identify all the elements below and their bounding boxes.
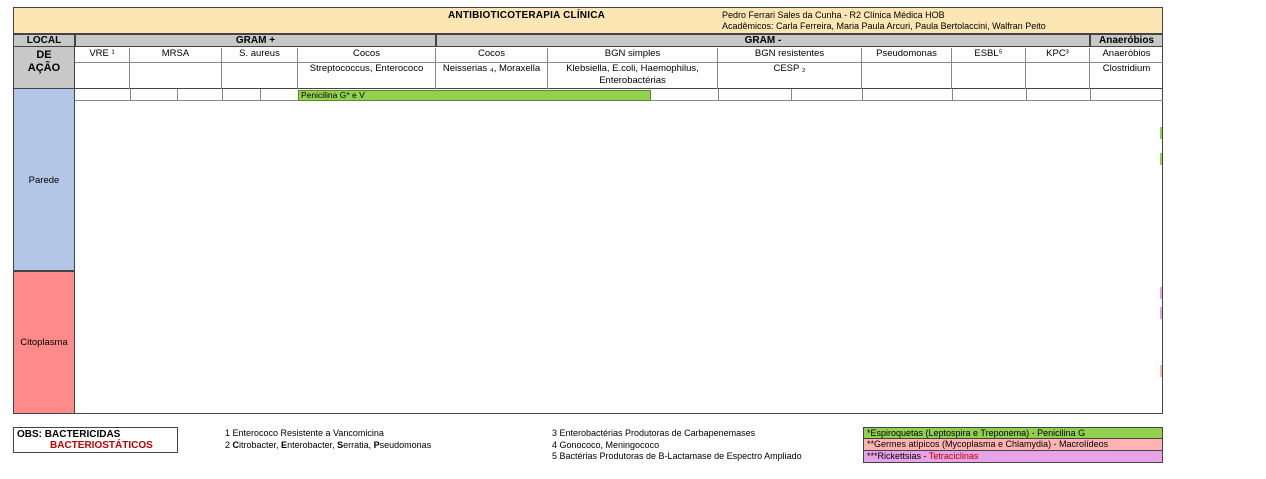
edge-mark xyxy=(1160,365,1162,377)
org-kpc xyxy=(1026,63,1090,89)
legend-pink: **Germes atípicos (Mycoplasma e Chlamydia) - Macrolídeos xyxy=(863,439,1163,451)
local-header-line3: AÇÃO xyxy=(27,62,61,74)
header-band xyxy=(13,7,1163,34)
col-vre: VRE ¹ xyxy=(75,48,130,62)
edge-mark xyxy=(1160,127,1162,139)
obs-box xyxy=(13,427,178,453)
col-esbl: ESBL⁵ xyxy=(952,48,1026,62)
org-saureus xyxy=(222,63,298,89)
col-pseudomonas: Pseudomonas xyxy=(862,48,952,62)
org-cocos-neg: Neisserias ₄, Moraxella xyxy=(436,63,548,89)
org-bgn-simples: Klebsiella, E.coli, Haemophilus, Enterobactérias xyxy=(548,63,718,89)
org-anaerobios: Clostridium xyxy=(1102,63,1151,74)
gram-negative-header: GRAM - xyxy=(436,34,1090,47)
local-header-top: LOCAL xyxy=(13,34,75,47)
footnote-2-pseudomonas: seudomonas xyxy=(379,439,432,450)
column-header-area xyxy=(75,47,1163,89)
footnote-2 xyxy=(225,440,431,452)
footnote-4: 4 Gonococo, Meningococo xyxy=(552,439,660,450)
row-sep xyxy=(222,89,223,101)
edge-mark xyxy=(1160,307,1162,319)
grid-body xyxy=(75,89,1163,414)
site-citoplasma: Citoplasma xyxy=(13,270,75,414)
row-sep xyxy=(130,89,131,101)
col-mrsa: MRSA xyxy=(130,48,222,62)
gram-positive-header: GRAM + xyxy=(75,34,436,47)
anaerobios-header: Anaeróbios xyxy=(1090,34,1163,47)
col-kpc: KPC³ xyxy=(1026,48,1090,62)
org-mrsa xyxy=(130,63,222,89)
footnote-2-serratia: erratia, xyxy=(343,439,374,450)
footnote-2-c: C xyxy=(232,439,240,450)
col-cocos-neg: Cocos xyxy=(436,48,548,62)
row-sep xyxy=(1026,89,1027,101)
footnotes-right xyxy=(552,428,802,463)
legend-purple-drug: Tetraciclinas xyxy=(928,451,979,461)
drug-bar-penicilina: Penicilina G* e V xyxy=(298,90,651,101)
col-bgn-resistentes: BGN resistentes xyxy=(718,48,862,62)
page-title: ANTIBIOTICOTERAPIA CLÍNICA xyxy=(448,10,606,21)
footnote-2-citrobacter: itrobacter, xyxy=(239,439,282,450)
obs-bacteriostaticos: BACTERIOSTÁTICOS xyxy=(50,440,153,451)
academics-line: Acadêmicos: Carla Ferreira, Maria Paula Arcuri, Paula Bertolaccini, Walfran Peito xyxy=(722,21,1046,31)
legend-green: *Espiroquetas (Leptospira e Treponema) - Penicilina G xyxy=(863,427,1163,439)
legend-purple-prefix: ***Rickettsias - xyxy=(867,451,929,461)
org-bgn-resistentes: CESP ₂ xyxy=(718,63,862,89)
org-cocos-pos: Streptococcus, Enterococo xyxy=(298,63,436,89)
site-parede: Parede xyxy=(13,89,75,271)
footnote-2-prefix: 2 xyxy=(225,439,233,450)
footnote-1: 1 Enterococo Resistente a Vancomicina xyxy=(225,428,384,438)
row-sep xyxy=(260,89,261,101)
legend-purple xyxy=(863,451,1163,463)
footnote-2-enterobacter: nterobacter, xyxy=(287,439,338,450)
local-header xyxy=(13,47,75,89)
footnote-2-e: E xyxy=(281,439,288,450)
author-line: Pedro Ferrari Sales da Cunha - R2 Clínica Médica HOB xyxy=(722,10,945,20)
row-sep xyxy=(177,89,178,101)
edge-mark xyxy=(1160,153,1162,165)
org-vre xyxy=(75,63,130,89)
col-bgn-simples: BGN simples xyxy=(548,48,718,62)
local-header-line2: DE xyxy=(36,49,52,61)
row-sep xyxy=(791,89,792,101)
footnote-5: 5 Bactérias Produtoras de B-Lactamase de Espectro Ampliado xyxy=(552,451,802,461)
footnotes-left xyxy=(225,428,431,451)
col-saureus: S. aureus xyxy=(222,48,298,62)
row-sep xyxy=(718,89,719,101)
footnote-3: 3 Enterobactérias Produtoras de Carbapenemases xyxy=(552,428,756,438)
org-pseudomonas xyxy=(862,63,952,89)
col-anaerobios: Anaeróbios xyxy=(1102,48,1151,59)
col-cocos-pos: Cocos xyxy=(298,48,436,62)
footnote-2-s: S xyxy=(337,439,344,450)
footnote-2-p: P xyxy=(373,439,380,450)
row-sep xyxy=(862,89,863,101)
obs-label: OBS: BACTERICIDAS xyxy=(17,429,121,440)
row-sep xyxy=(1090,89,1091,101)
org-esbl xyxy=(952,63,1026,89)
row-sep xyxy=(952,89,953,101)
edge-mark xyxy=(1160,287,1162,299)
